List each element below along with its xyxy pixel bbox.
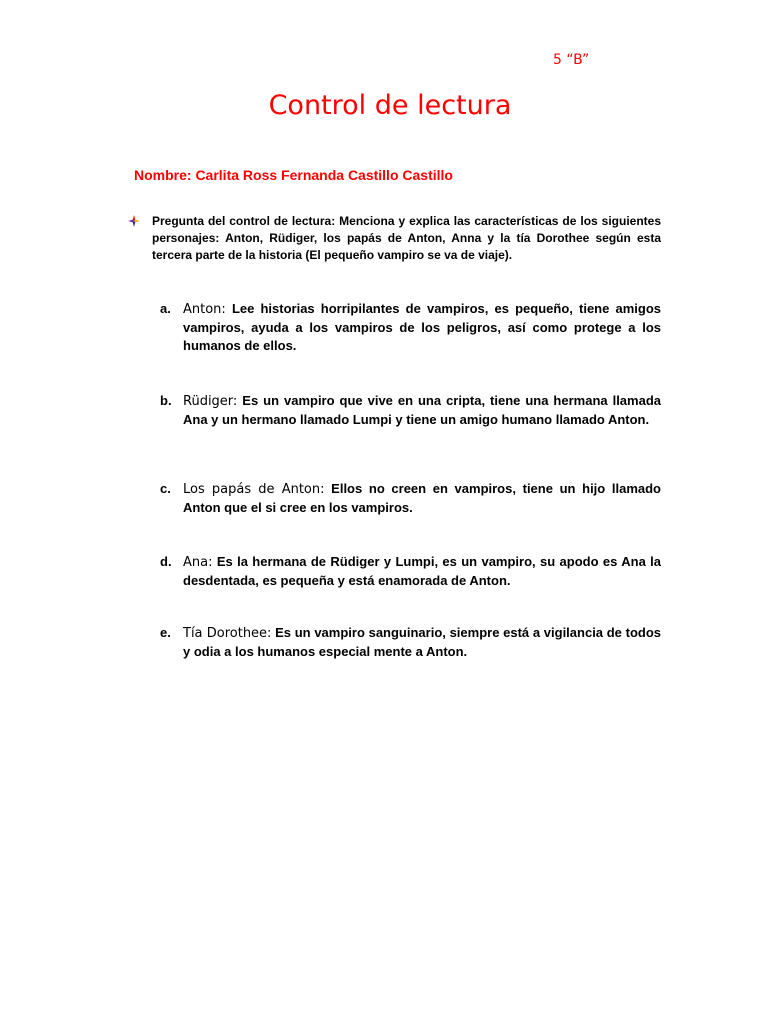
page-title: Control de lectura <box>268 90 512 121</box>
answer-body <box>183 624 661 661</box>
question-text: Pregunta del control de lectura: Menciona y explica las características de los siguientes personajes: Anton, Rüdiger, los papás de Anton, Anna y la tía Dorothee según esta tercera parte de la historia (El pequeño vampiro se va de viaje). <box>152 214 661 262</box>
answer-item <box>160 553 661 590</box>
answer-item <box>160 624 661 661</box>
answer-term: Los papás de Anton: <box>183 482 325 497</box>
grade-label: 5 “B” <box>553 52 590 68</box>
answer-body <box>183 553 661 590</box>
answer-term: Rüdiger: <box>183 394 238 409</box>
answer-text: Ellos no creen en vampiros, tiene un hijo llamado Anton que el si cree en los vampiros. <box>183 481 662 515</box>
student-name: Nombre: Carlita Ross Fernanda Castillo Castillo <box>134 167 453 183</box>
answer-text: Es un vampiro que vive en una cripta, tiene una hermana llamada Ana y un hermano llamado Lumpi y tiene un amigo humano llamado Anton. <box>183 393 661 427</box>
answer-item <box>160 392 661 429</box>
four-point-star-icon <box>128 215 140 227</box>
answer-text: Es un vampiro sanguinario, siempre está a vigilancia de todos y odia a los humanos especial mente a Anton. <box>183 625 661 659</box>
answer-marker: d. <box>160 554 172 569</box>
answer-term: Anton: <box>183 302 226 317</box>
answer-item <box>160 480 661 517</box>
answer-marker: a. <box>160 301 171 316</box>
answer-marker: c. <box>160 481 171 496</box>
answer-term: Ana: <box>183 555 213 570</box>
answer-body <box>183 480 661 517</box>
answer-body <box>183 300 661 355</box>
question-block <box>128 213 661 264</box>
answer-text: Lee historias horripilantes de vampiros, es pequeño, tiene amigos vampiros, ayuda a los vampiros de los peligros, así como protege a los humanos de ellos. <box>183 301 661 353</box>
answer-marker: e. <box>160 625 171 640</box>
answer-body <box>183 392 661 429</box>
answer-term: Tía Dorothee: <box>183 626 272 641</box>
answer-item <box>160 300 661 355</box>
answer-marker: b. <box>160 393 172 408</box>
answer-text: Es la hermana de Rüdiger y Lumpi, es un vampiro, su apodo es Ana la desdentada, es pequeña y está enamorada de Anton. <box>183 554 661 588</box>
